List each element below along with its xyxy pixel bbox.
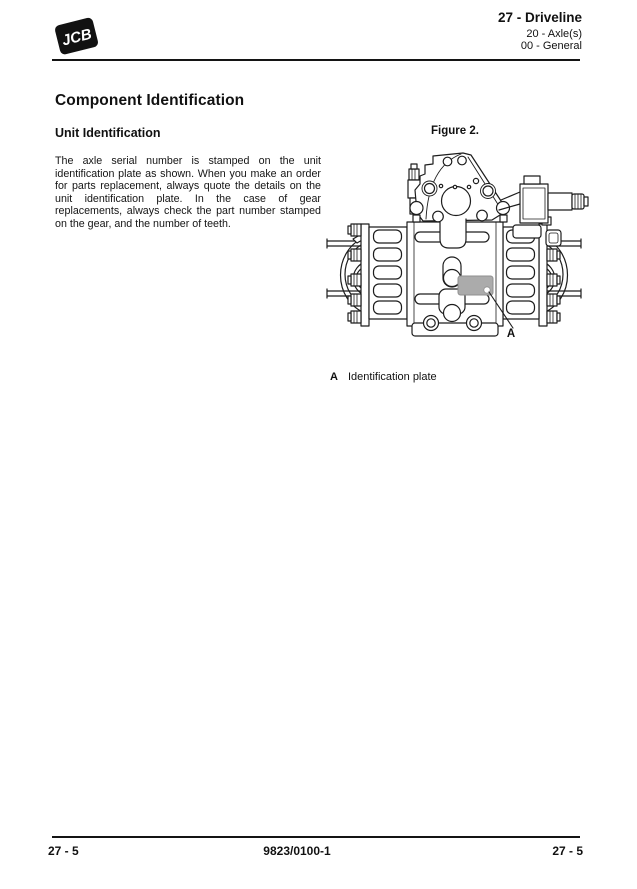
jcb-logo-text: JCB	[60, 25, 94, 50]
jcb-logo	[52, 13, 102, 61]
legend-label: Identification plate	[348, 371, 437, 383]
footer-page-number-left: 27 - 5	[48, 844, 79, 858]
header-group: 00 - General	[520, 40, 582, 52]
page-title: Component Identification	[55, 92, 245, 109]
body-paragraph: The axle serial number is stamped on the unit identification plate as shown. When you make an order for parts replacement, always quote the details on the unit identification plate. In the case of gear replacements, always check the part number stamped on the gear, and the number of teeth.	[55, 155, 321, 230]
identification-plate	[458, 276, 493, 295]
header-chapter: 27 - Driveline	[497, 10, 582, 25]
header-breadcrumb	[498, 11, 582, 52]
figure-caption: Figure 2.	[431, 125, 479, 137]
figure-legend	[330, 371, 437, 383]
header-section: 20 - Axle(s)	[526, 27, 582, 40]
left-axle-flange	[369, 227, 407, 319]
axle-assembly-illustration	[325, 140, 635, 350]
legend-key: A	[330, 371, 338, 383]
section-title: Unit Identification	[55, 126, 161, 140]
footer-rule	[52, 836, 580, 838]
footer-page-number-right: 27 - 5	[552, 844, 583, 858]
header-rule	[52, 59, 580, 61]
footer-publication-number: 9823/0100-1	[263, 844, 331, 858]
figure-callout-a: A	[506, 328, 516, 340]
right-axle-flange	[503, 227, 539, 319]
